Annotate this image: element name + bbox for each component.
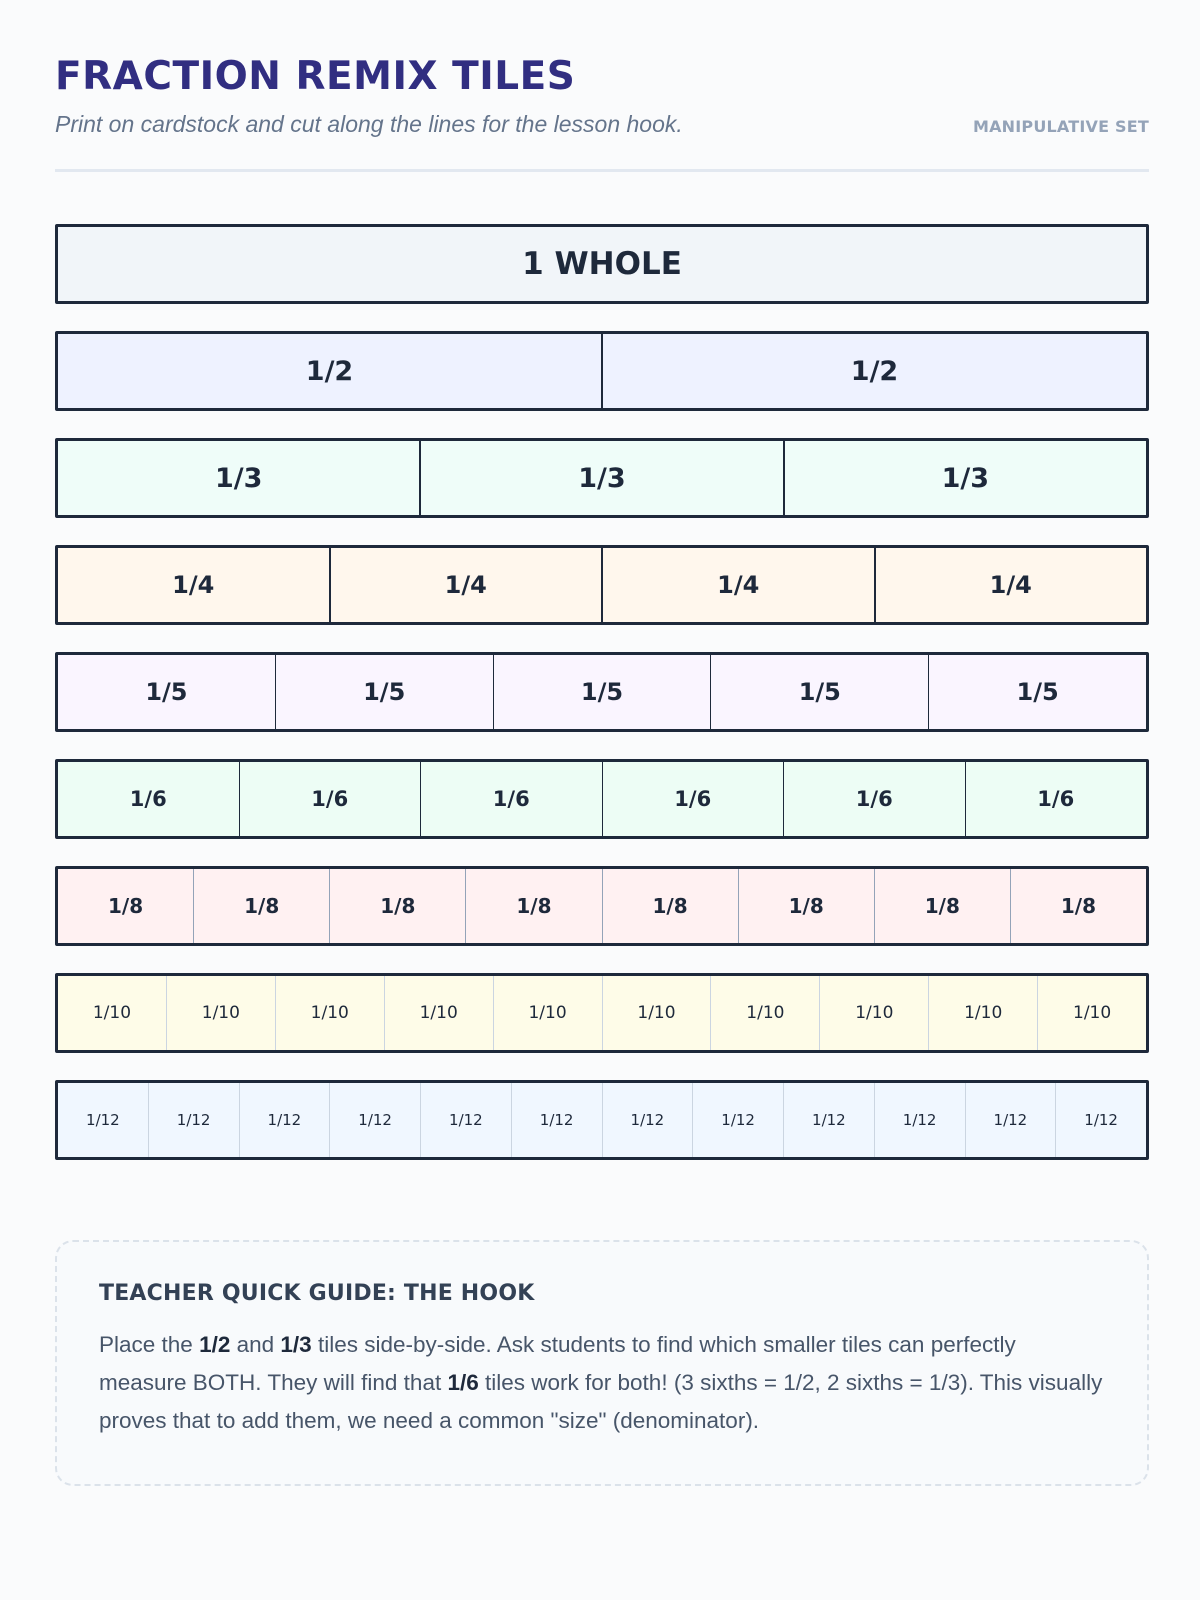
tile-row-3 [55, 438, 1149, 518]
fraction-tile: 1/4 [329, 548, 602, 622]
fraction-tile: 1/12 [602, 1083, 693, 1157]
fraction-tile: 1/12 [239, 1083, 330, 1157]
fraction-tile: 1/6 [239, 762, 421, 836]
fraction-tile: 1/6 [58, 762, 239, 836]
fraction-tile: 1/8 [738, 869, 874, 943]
fraction-tile: 1/3 [783, 441, 1146, 515]
tile-row-10 [55, 973, 1149, 1053]
fraction-tile: 1/5 [275, 655, 493, 729]
tile-row-4 [55, 545, 1149, 625]
fraction-tile: 1/5 [58, 655, 275, 729]
fraction-tile: 1/5 [710, 655, 928, 729]
tile-row-2 [55, 331, 1149, 411]
teacher-guide-box [55, 1240, 1149, 1486]
guide-text-part: Place the [99, 1332, 200, 1357]
tile-row-1 [55, 224, 1149, 304]
fraction-tile: 1/8 [58, 869, 193, 943]
fraction-tile: 1 WHOLE [58, 227, 1146, 301]
fraction-tile: 1/12 [692, 1083, 783, 1157]
fraction-tile: 1/6 [965, 762, 1147, 836]
fraction-tile: 1/10 [710, 976, 819, 1050]
fraction-tile: 1/12 [1055, 1083, 1146, 1157]
fraction-tile-rows [55, 224, 1149, 1187]
tile-row-5 [55, 652, 1149, 732]
fraction-tile: 1/2 [601, 334, 1146, 408]
guide-text [99, 1326, 1105, 1440]
fraction-tile: 1/12 [329, 1083, 420, 1157]
guide-bold-third: 1/3 [280, 1332, 312, 1357]
fraction-tile: 1/8 [465, 869, 601, 943]
fraction-tile: 1/6 [602, 762, 784, 836]
fraction-tile: 1/4 [58, 548, 329, 622]
fraction-tile: 1/5 [493, 655, 711, 729]
fraction-tile: 1/8 [602, 869, 738, 943]
fraction-tile: 1/10 [1037, 976, 1146, 1050]
fraction-tile: 1/12 [511, 1083, 602, 1157]
fraction-tile: 1/8 [329, 869, 465, 943]
fraction-tile: 1/10 [602, 976, 711, 1050]
fraction-tile: 1/12 [148, 1083, 239, 1157]
fraction-tile: 1/4 [874, 548, 1147, 622]
fraction-tile: 1/10 [58, 976, 166, 1050]
tile-row-6 [55, 759, 1149, 839]
fraction-tile: 1/12 [783, 1083, 874, 1157]
fraction-tile: 1/5 [928, 655, 1146, 729]
page-subtitle: Print on cardstock and cut along the lines for the lesson hook. [55, 111, 683, 137]
fraction-tile: 1/12 [58, 1083, 148, 1157]
fraction-tile: 1/12 [965, 1083, 1056, 1157]
worksheet-page [55, 0, 1149, 1433]
guide-bold-sixth: 1/6 [447, 1370, 479, 1395]
fraction-tile: 1/3 [58, 441, 419, 515]
page-title: FRACTION REMIX TILES [55, 54, 576, 99]
set-badge: MANIPULATIVE SET [972, 117, 1149, 136]
guide-text-part: and [230, 1332, 281, 1357]
fraction-tile: 1/10 [928, 976, 1037, 1050]
fraction-tile: 1/3 [419, 441, 782, 515]
fraction-tile: 1/10 [384, 976, 493, 1050]
guide-text-part: tiles work for both! (3 sixths = 1/2, 2 sixths = 1/3). This visually proves that to add them, we need a common "size" (denominator). [99, 1370, 1103, 1433]
fraction-tile: 1/10 [819, 976, 928, 1050]
fraction-tile: 1/4 [601, 548, 874, 622]
fraction-tile: 1/8 [193, 869, 329, 943]
fraction-tile: 1/12 [420, 1083, 511, 1157]
guide-text-part: tiles side-by-side. Ask students to find which smaller tiles can perfectly measure BOTH. They will find that [99, 1332, 1016, 1395]
header [55, 0, 1149, 172]
fraction-tile: 1/2 [58, 334, 601, 408]
fraction-tile: 1/6 [420, 762, 602, 836]
tile-row-8 [55, 866, 1149, 946]
fraction-tile: 1/10 [275, 976, 384, 1050]
tile-row-12 [55, 1080, 1149, 1160]
fraction-tile: 1/8 [874, 869, 1010, 943]
guide-title: TEACHER QUICK GUIDE: THE HOOK [99, 1281, 535, 1306]
fraction-tile: 1/10 [166, 976, 275, 1050]
fraction-tile: 1/10 [493, 976, 602, 1050]
fraction-tile: 1/12 [874, 1083, 965, 1157]
guide-bold-half: 1/2 [199, 1332, 231, 1357]
fraction-tile: 1/6 [783, 762, 965, 836]
fraction-tile: 1/8 [1010, 869, 1146, 943]
